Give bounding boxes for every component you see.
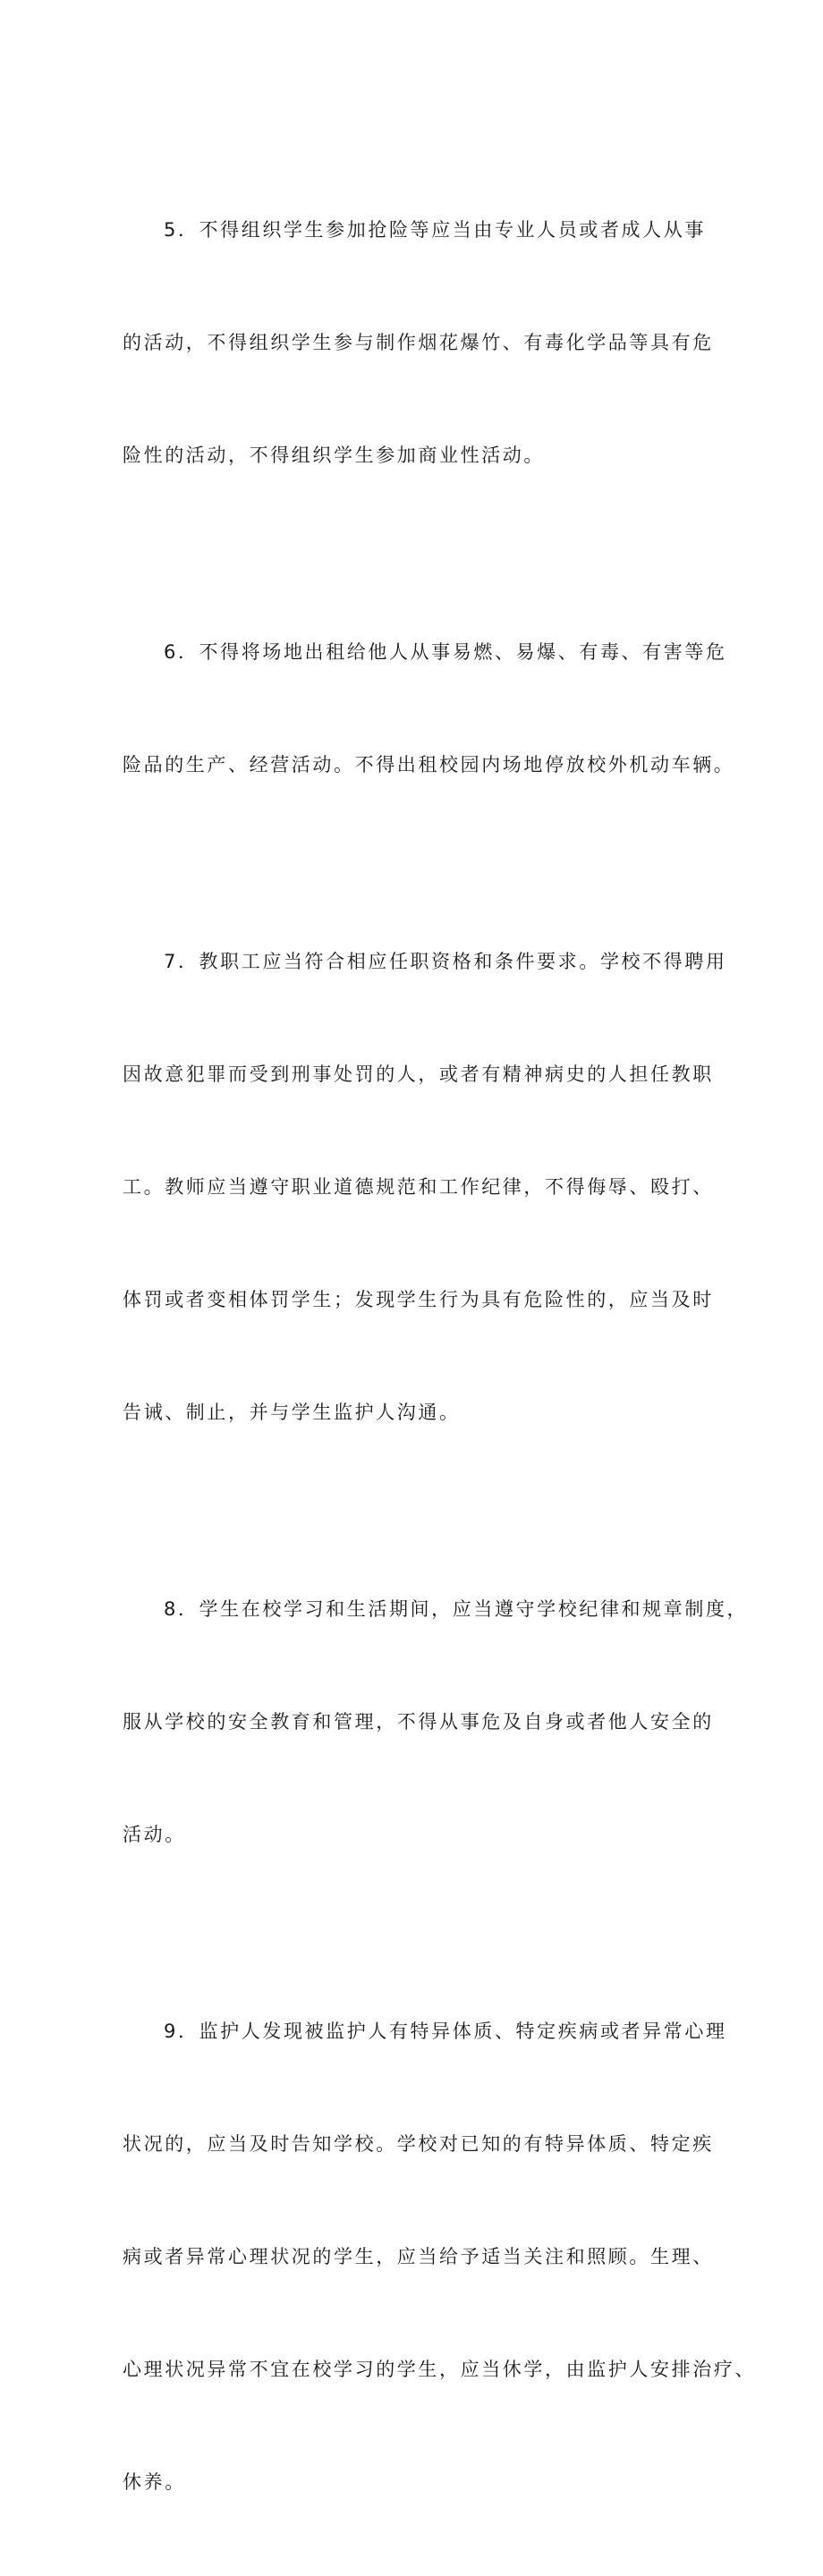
document-body bbox=[123, 136, 756, 2576]
text-line: 8．学生在校学习和生活期间，应当遵守学校纪律和规章制度， bbox=[164, 1598, 749, 1620]
text-line: 9．监护人发现被监护人有特异体质、特定疾病或者异常心理 bbox=[164, 2021, 727, 2042]
text-line: 状况的，应当及时告知学校。学校对已知的有特异体质、特定疾 bbox=[123, 2133, 714, 2155]
text-line: 病或者异常心理状况的学生，应当给予适当关注和照顾。生理、 bbox=[123, 2246, 714, 2267]
text-line: 心理状况异常不宜在校学习的学生，应当休学，由监护人安排治疗、 bbox=[123, 2359, 756, 2380]
text-line: 5．不得组织学生参加抢险等应当由专业人员或者成人从事 bbox=[164, 219, 706, 241]
text-line: 因故意犯罪而受到刑事处罚的人，或者有精神病史的人担任教职 bbox=[123, 1063, 714, 1085]
paragraph-item-5 bbox=[123, 136, 724, 549]
paragraph-item-8 bbox=[123, 1515, 749, 1928]
text-line: 7．教职工应当符合相应任职资格和条件要求。学校不得聘用 bbox=[164, 951, 727, 972]
text-line: 险品的生产、经营活动。不得出租校园内场地停放校外机动车辆。 bbox=[123, 754, 735, 775]
paragraph-item-7 bbox=[123, 868, 727, 1506]
paragraph-item-9 bbox=[123, 1937, 756, 2576]
text-line: 休养。 bbox=[123, 2471, 186, 2493]
text-line: 险性的活动，不得组织学生参加商业性活动。 bbox=[123, 445, 545, 466]
text-line: 服从学校的安全教育和管理，不得从事危及自身或者他人安全的 bbox=[123, 1711, 714, 1733]
text-line: 工。教师应当遵守职业道德规范和工作纪律，不得侮辱、殴打、 bbox=[123, 1176, 714, 1198]
text-line: 的活动，不得组织学生参与制作烟花爆竹、有毒化学品等具有危 bbox=[123, 332, 714, 353]
text-line: 体罚或者变相体罚学生；发现学生行为具有危险性的，应当及时 bbox=[123, 1289, 714, 1310]
paragraph-item-6 bbox=[123, 558, 735, 859]
text-line: 告诫、制止，并与学生监护人沟通。 bbox=[123, 1402, 461, 1423]
text-line: 6．不得将场地出租给他人从事易燃、易爆、有毒、有害等危 bbox=[164, 641, 727, 663]
text-line: 活动。 bbox=[123, 1824, 186, 1845]
